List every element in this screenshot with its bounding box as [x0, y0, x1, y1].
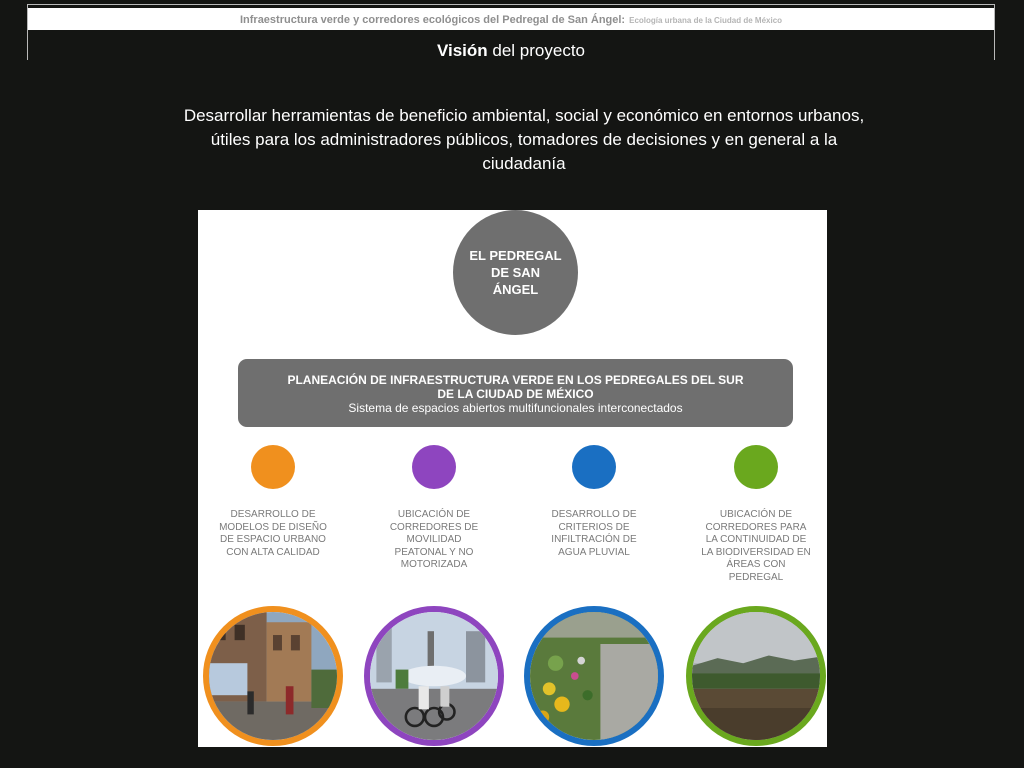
planning-banner: [238, 359, 793, 427]
landscape-photo: [686, 606, 826, 746]
pedregal-node: EL PEDREGAL DE SAN ÁNGEL: [453, 210, 578, 335]
vision-statement: Desarrollar herramientas de beneficio ambiental, social y económico en entornos urbanos, útiles para los administradores públicos, tomadores de decisiones y en general a la ciudadanía: [183, 106, 865, 173]
banner-title: PLANEACIÓN DE INFRAESTRUCTURA VERDE EN LOS PEDREGALES DEL SUR DE LA CIUDAD DE MÉXICO: [287, 373, 744, 401]
header-bar: [28, 8, 994, 30]
banner-subtitle: Sistema de espacios abiertos multifuncionales interconectados: [348, 401, 683, 415]
column-label: DESARROLLO DE MODELOS DE DISEÑO DE ESPACIO URBANO CON ALTA CALIDAD: [219, 509, 327, 558]
column-infiltration: [524, 445, 664, 559]
column-label: DESARROLLO DE CRITERIOS DE INFILTRACIÓN DE AGUA PLUVIAL: [551, 509, 637, 558]
orange-dot-icon: [251, 445, 295, 489]
garden-photo: [524, 606, 664, 746]
project-diagram: [198, 210, 827, 747]
section-title: [28, 30, 994, 60]
street-photo: [203, 606, 343, 746]
column-label: UBICACIÓN DE CORREDORES PARA LA CONTINUIDAD DE LA BIODIVERSIDAD EN ÁREAS CON PEDREGAL: [701, 509, 811, 583]
purple-dot-icon: [412, 445, 456, 489]
column-label: UBICACIÓN DE CORREDORES DE MOVILIDAD PEATONAL Y NO MOTORIZADA: [389, 509, 479, 570]
column-mobility: [364, 445, 504, 572]
section-title-bold: Visión: [436, 41, 488, 60]
column-biodiversity: [686, 445, 826, 584]
green-dot-icon: [734, 445, 778, 489]
section-title-rest: del proyecto: [487, 41, 586, 60]
cyclists-photo: [364, 606, 504, 746]
header-subtitle: Ecología urbana de la Ciudad de México: [629, 16, 783, 25]
blue-dot-icon: [572, 445, 616, 489]
header-frame: [27, 4, 995, 60]
column-urban-design: [203, 445, 343, 559]
header-title: Infraestructura verde y corredores ecológicos del Pedregal de San Ángel:: [239, 14, 626, 26]
